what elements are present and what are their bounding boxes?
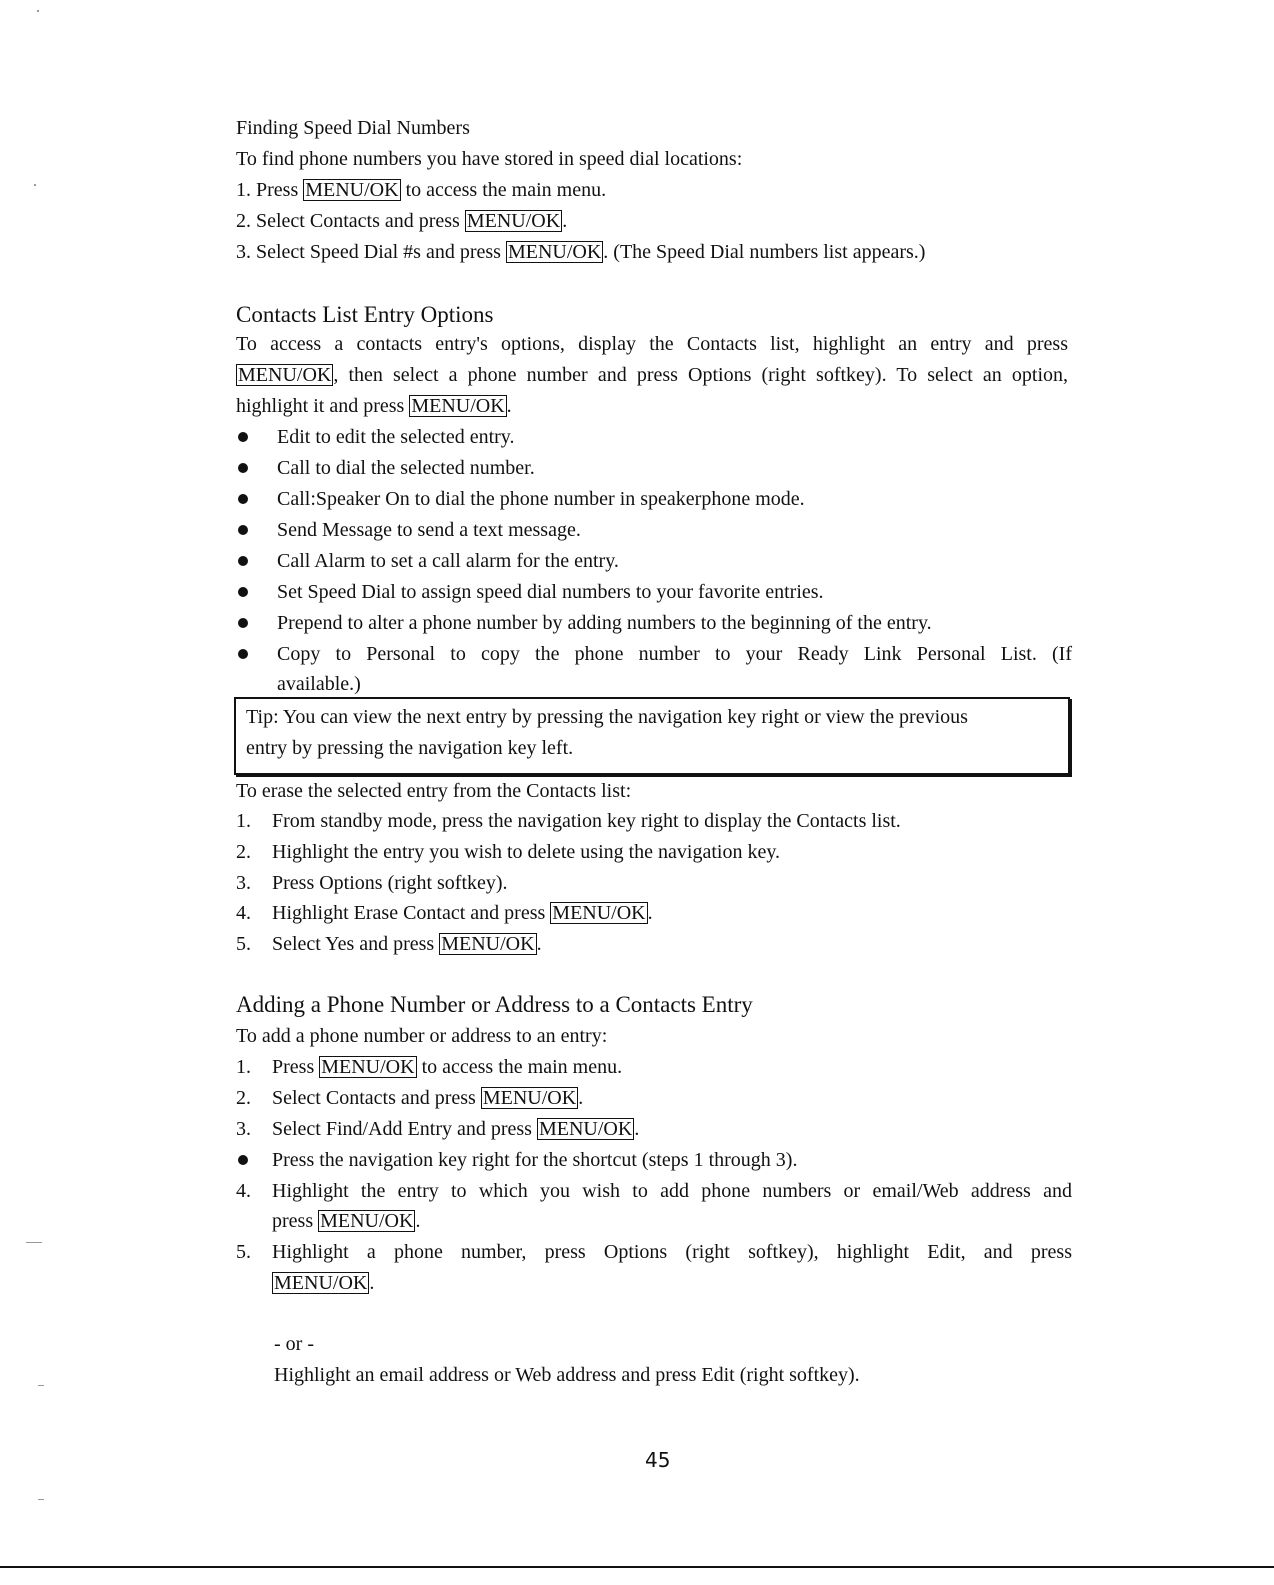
bullet-icon	[238, 463, 248, 473]
step-number: 3.	[236, 1118, 251, 1140]
erase-step-1: From standby mode, press the navigation key right to display the Contacts list.	[272, 810, 901, 832]
menu-ok-key: MENU/OK	[320, 1210, 414, 1232]
adding-step-5-cont	[272, 1271, 374, 1295]
menu-ok-key: MENU/OK	[305, 179, 399, 201]
bullet-icon	[238, 432, 248, 442]
option-edit: Edit to edit the selected entry.	[277, 426, 515, 448]
step-number: 3.	[236, 872, 251, 894]
heading-contacts-options: Contacts List Entry Options	[236, 302, 494, 327]
bullet-icon	[238, 494, 248, 504]
heading-finding-speed-dial: Finding Speed Dial Numbers	[236, 117, 470, 139]
adding-alternative: Highlight an email address or Web address and press Edit (right softkey).	[274, 1364, 860, 1386]
menu-ok-key: MENU/OK	[274, 1272, 368, 1294]
scan-speck	[34, 184, 36, 186]
text: Select Contacts and press	[272, 1087, 481, 1109]
erase-step-5	[272, 932, 542, 956]
menu-ok-key: MENU/OK	[238, 364, 332, 386]
text: .	[536, 933, 542, 955]
scan-speck	[26, 1242, 42, 1243]
text: .	[634, 1118, 640, 1140]
or-separator: - or -	[274, 1333, 314, 1355]
text: .	[369, 1272, 375, 1294]
bullet-icon	[238, 525, 248, 535]
step-number: 2.	[236, 1087, 251, 1109]
step-number: 1.	[236, 1056, 251, 1078]
adding-step-1	[272, 1055, 622, 1079]
menu-ok-key: MENU/OK	[538, 1118, 633, 1140]
scan-speck	[38, 1499, 44, 1500]
text: Select Yes and press	[272, 933, 440, 955]
scan-speck	[37, 10, 39, 12]
step-number: 4.	[236, 1180, 251, 1202]
adding-shortcut-bullet: Press the navigation key right for the shortcut (steps 1 through 3).	[272, 1149, 798, 1171]
bullet-icon	[238, 556, 248, 566]
text: to access the main menu.	[400, 179, 607, 201]
erase-step-2: Highlight the entry you wish to delete using the navigation key.	[272, 841, 781, 863]
text: 1. Press	[236, 179, 304, 201]
option-set-speed-dial: Set Speed Dial to assign speed dial numbers to your favorite entries.	[277, 581, 824, 603]
bullet-icon	[238, 1155, 248, 1165]
adding-step-3	[272, 1117, 639, 1141]
option-call-speaker: Call:Speaker On to dial the phone number in speakerphone mode.	[277, 488, 805, 510]
options-para-line-3	[236, 394, 512, 418]
option-prepend: Prepend to alter a phone number by adding numbers to the beginning of the entry.	[277, 612, 932, 634]
text: Press	[272, 1056, 320, 1078]
tip-line-2: entry by pressing the navigation key left.	[246, 737, 574, 759]
scan-bottom-edge	[0, 1566, 1274, 1568]
page-number: 45	[645, 1448, 671, 1472]
option-copy-to-personal: Copy to Personal to copy the phone number to your Ready Link Personal List. (If	[277, 643, 1072, 665]
step-number: 1.	[236, 810, 251, 832]
heading-adding-number: Adding a Phone Number or Address to a Contacts Entry	[236, 992, 753, 1017]
options-para-line-2	[236, 363, 1068, 387]
text: highlight it and press	[236, 395, 410, 417]
text: 3. Select Speed Dial #s and press	[236, 241, 506, 263]
option-call: Call to dial the selected number.	[277, 457, 535, 479]
text: .	[578, 1087, 584, 1109]
option-send-message: Send Message to send a text message.	[277, 519, 581, 541]
tip-line-1: Tip: You can view the next entry by pressing the navigation key right or view the previous	[246, 706, 968, 728]
text: 2. Select Contacts and press	[236, 210, 465, 232]
erase-step-3: Press Options (right softkey).	[272, 872, 508, 894]
text: .	[415, 1210, 421, 1232]
text: . (The Speed Dial numbers list appears.)	[603, 241, 926, 263]
adding-step-5: Highlight a phone number, press Options (right softkey), highlight Edit, and press	[272, 1241, 1072, 1263]
text: , then select a phone number and press Options (right softkey). To select an option,	[333, 364, 1068, 386]
text: .	[506, 395, 512, 417]
adding-intro: To add a phone number or address to an entry:	[236, 1025, 608, 1047]
step-number: 4.	[236, 902, 251, 924]
finding-intro: To find phone numbers you have stored in speed dial locations:	[236, 148, 743, 170]
text: .	[647, 902, 653, 924]
options-para-line-1: To access a contacts entry's options, display the Contacts list, highlight an entry and press	[236, 333, 1068, 355]
menu-ok-key: MENU/OK	[466, 210, 561, 232]
adding-step-4-cont	[272, 1209, 420, 1233]
step-number: 5.	[236, 1241, 251, 1263]
option-call-alarm: Call Alarm to set a call alarm for the entry.	[277, 550, 619, 572]
adding-step-4: Highlight the entry to which you wish to add phone numbers or email/Web address and	[272, 1180, 1072, 1202]
text: press	[272, 1210, 319, 1232]
finding-step-2	[236, 209, 567, 233]
scan-speck	[38, 1385, 44, 1386]
menu-ok-key: MENU/OK	[411, 395, 505, 417]
erase-intro: To erase the selected entry from the Contacts list:	[236, 780, 632, 802]
text: Select Find/Add Entry and press	[272, 1118, 537, 1140]
step-number: 5.	[236, 933, 251, 955]
menu-ok-key: MENU/OK	[441, 933, 535, 955]
menu-ok-key: MENU/OK	[321, 1056, 415, 1078]
menu-ok-key: MENU/OK	[507, 241, 602, 263]
erase-step-4	[272, 901, 653, 925]
text: Highlight Erase Contact and press	[272, 902, 551, 924]
finding-step-3	[236, 240, 925, 264]
menu-ok-key: MENU/OK	[552, 902, 646, 924]
option-copy-to-personal-cont: available.)	[277, 673, 361, 695]
menu-ok-key: MENU/OK	[482, 1087, 577, 1109]
bullet-icon	[238, 618, 248, 628]
text: .	[562, 210, 568, 232]
adding-step-2	[272, 1086, 583, 1110]
finding-step-1	[236, 178, 606, 202]
bullet-icon	[238, 587, 248, 597]
step-number: 2.	[236, 841, 251, 863]
bullet-icon	[238, 649, 248, 659]
text: to access the main menu.	[416, 1056, 623, 1078]
